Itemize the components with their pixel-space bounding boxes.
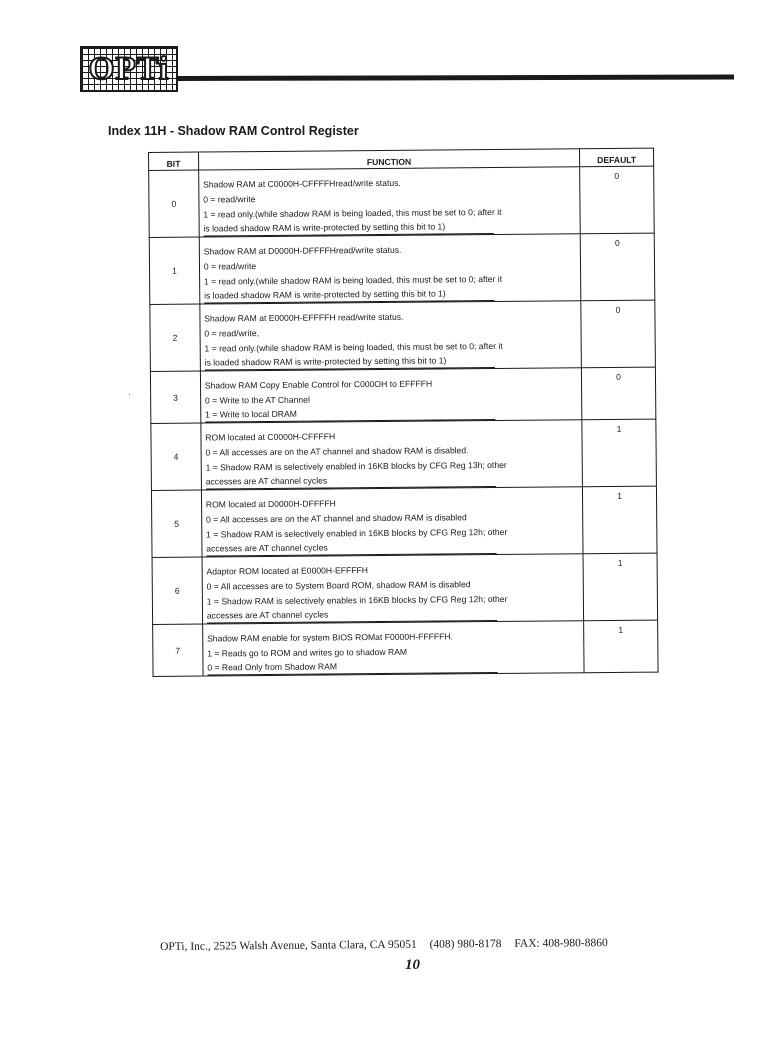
function-line: 1 = read only.(while shadow RAM is being loaded, this must be set to 0; after it: [204, 340, 503, 354]
default-cell: 1: [584, 620, 658, 673]
default-cell: 0: [581, 300, 655, 368]
function-line: 1 = Shadow RAM is selectively enabled in 16KB blocks by CFG Reg 13h; other: [205, 459, 507, 473]
function-line: accesses are AT channel cycles: [206, 540, 496, 557]
bit-cell: 1: [149, 237, 199, 304]
function-line: accesses are AT channel cycles: [207, 607, 497, 624]
function-line: 0 = All accesses are on the AT channel and shadow RAM is disabled: [205, 512, 467, 525]
function-line: 0 = All accesses are on the AT channel and shadow RAM is disabled.: [205, 445, 469, 458]
function-line: is loaded shadow RAM is write-protected by setting this bit to 1): [205, 354, 495, 371]
function-cell: [199, 234, 581, 304]
default-cell: 1: [582, 419, 656, 487]
bit-cell: 6: [152, 557, 202, 624]
function-column-header: FUNCTION: [198, 149, 579, 170]
table-row: [149, 233, 655, 304]
function-cell: [201, 487, 583, 557]
page-number: 10: [405, 957, 420, 973]
function-line: 0 = All accesses are to System Board ROM, shadow RAM is disabled: [206, 579, 471, 592]
function-cell: [201, 420, 583, 490]
function-line: accesses are AT channel cycles: [206, 473, 496, 490]
function-line: 0 = read/write: [203, 194, 256, 205]
function-cell: [202, 554, 584, 624]
page-title: Index 11H - Shadow RAM Control Register: [108, 124, 359, 138]
header-rule: [178, 75, 734, 81]
bit-cell: 3: [150, 371, 200, 423]
function-line: is loaded shadow RAM is write-protected by setting this bit to 1): [204, 287, 494, 304]
function-cell: [200, 368, 582, 423]
opti-logo: [80, 46, 178, 92]
function-line: Shadow RAM at E0000H-EFFFFH read/write status.: [204, 311, 404, 324]
function-line: 1 = Shadow RAM is selectively enables in 16KB blocks by CFG Reg 12h; other: [206, 593, 508, 607]
function-line: Adaptor ROM located at E0000H-EFFFFH: [206, 565, 368, 577]
function-line: is loaded shadow RAM is write-protected by setting this bit to 1): [203, 220, 493, 237]
margin-mark: ·: [128, 390, 131, 399]
bit-column-header: BIT: [149, 152, 199, 170]
function-line: 1 = Reads go to ROM and writes go to shadow RAM: [207, 646, 408, 659]
function-line: 1 = read only.(while shadow RAM is being loaded, this must be set to 0; after it: [203, 273, 503, 287]
function-line: 1 = Write to local DRAM: [205, 406, 495, 423]
function-line: ROM located at C0000H-CFFFFH: [205, 431, 336, 443]
function-line: 1 = read only.(while shadow RAM is being loaded, this must be set to 0; after it: [203, 206, 502, 220]
table-row: [150, 300, 656, 371]
function-cell: [198, 167, 580, 237]
function-line: 0 = read/write: [203, 261, 257, 272]
table-body: [149, 166, 658, 676]
function-line: 0 = Read Only from Shadow RAM: [207, 659, 497, 676]
function-cell: [202, 621, 584, 676]
function-cell: [200, 301, 582, 371]
table-row: [153, 620, 658, 676]
table-row: [151, 486, 657, 557]
bit-cell: 0: [149, 170, 199, 237]
footer-phone: (408) 980-8178: [429, 938, 502, 951]
table-row: [151, 419, 657, 490]
footer-address: OPTi, Inc., 2525 Walsh Avenue, Santa Clara, CA 95051: [160, 938, 417, 953]
function-line: Shadow RAM enable for system BIOS ROMat F0000H-FFFFFH.: [207, 631, 454, 644]
footer-fax: FAX: 408-980-8860: [514, 937, 608, 950]
default-cell: 1: [583, 486, 657, 554]
table-row: [149, 166, 655, 237]
function-line: ROM located at D0000H-DFFFFH: [205, 498, 336, 510]
bit-cell: 4: [151, 423, 201, 490]
function-line: Shadow RAM at D0000H-DFFFFHread/write status.: [203, 244, 402, 257]
function-line: Shadow RAM Copy Enable Control for C000OH to EFFFFH: [204, 378, 433, 391]
logo-text: OPTi: [88, 50, 170, 87]
default-cell: 0: [580, 166, 654, 234]
bit-cell: 2: [150, 304, 200, 371]
default-cell: 0: [580, 233, 654, 301]
function-line: 0 = Write to the AT Channel: [204, 394, 310, 406]
function-line: 1 = Shadow RAM is selectively enabled in 16KB blocks by CFG Reg 12h; other: [206, 526, 508, 540]
register-table: [148, 148, 659, 677]
default-cell: 1: [583, 553, 657, 621]
function-line: 0 = read/write,: [204, 328, 260, 339]
default-column-header: DEFAULT: [580, 148, 654, 167]
table-row: [152, 553, 658, 624]
bit-cell: 5: [151, 490, 201, 557]
table-row: [150, 367, 655, 423]
function-line: Shadow RAM at C0000H-CFFFFHread/write status.: [203, 177, 401, 190]
default-cell: 0: [582, 367, 656, 420]
footer: [160, 937, 618, 953]
bit-cell: 7: [153, 624, 203, 676]
